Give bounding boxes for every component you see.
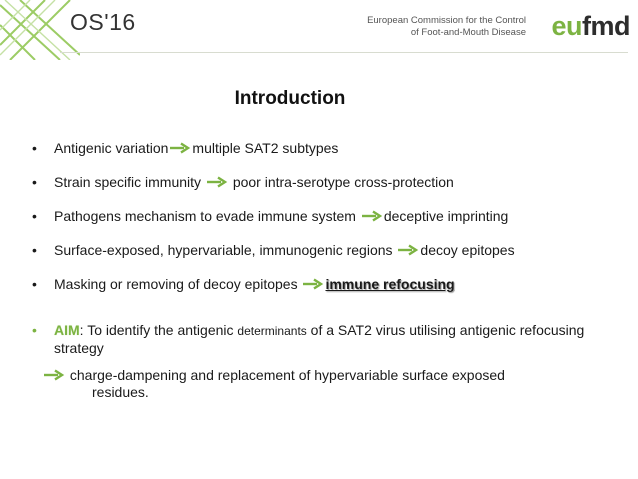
bullet-dot: • [32, 276, 37, 292]
bullet-left-text: Strain specific immunity [54, 174, 202, 190]
bullet-right-text-emphasis: immune refocusing [325, 276, 455, 292]
bullet-left-text: Surface-exposed, hypervariable, immunogenic regions [54, 242, 393, 258]
aim-sub-line2: residues. [92, 384, 149, 400]
right-arrow-icon [206, 176, 228, 188]
aim-sub-point [42, 367, 607, 401]
aim-bullet-dot: • [32, 322, 37, 338]
bullet-right-text: deceptive imprinting [383, 208, 509, 224]
right-arrow-icon [302, 278, 324, 290]
right-arrow-icon [361, 210, 383, 222]
decorative-corner-pattern [0, 0, 80, 60]
eufmd-logo-part1: eu [551, 11, 582, 41]
right-arrow-icon [43, 369, 65, 381]
right-arrow-icon [169, 142, 191, 154]
organization-name-line1: European Commission for the Control [367, 15, 526, 26]
bullet-right-text: poor intra-serotype cross-protection [232, 174, 454, 190]
bullet-left-text: Pathogens mechanism to evade immune system [54, 208, 356, 224]
bullet-item [32, 208, 622, 242]
conference-logo: OS'16 [70, 9, 136, 35]
aim-label: AIM [54, 322, 80, 338]
bullet-dot: • [32, 140, 37, 156]
aim-text-b: of a SAT2 virus utilising antigenic refocusing strategy [54, 322, 585, 356]
bullet-item [32, 140, 622, 174]
bullet-left-text: Masking or removing of decoy epitopes [54, 276, 298, 292]
bullet-list [32, 140, 622, 310]
slide-title: Introduction [234, 88, 346, 109]
bullet-dot: • [32, 242, 37, 258]
header-divider [60, 52, 628, 53]
aim-section [32, 322, 607, 401]
organization-name [367, 15, 526, 39]
bullet-item [32, 242, 622, 276]
eufmd-logo [551, 11, 630, 42]
bullet-item [32, 174, 622, 208]
aim-text-a: : To identify the antigenic [79, 322, 234, 338]
bullet-right-text: multiple SAT2 subtypes [192, 140, 339, 156]
aim-statement [32, 322, 607, 357]
bullet-left-text: Antigenic variation [54, 140, 169, 156]
bullet-right-text: decoy epitopes [420, 242, 515, 258]
bullet-dot: • [32, 174, 37, 190]
aim-text-small: determinants [237, 324, 307, 338]
right-arrow-icon [397, 244, 419, 256]
aim-sub-line1: charge-dampening and replacement of hypervariable surface exposed [69, 367, 505, 383]
eufmd-logo-part2: fmd [582, 11, 630, 41]
bullet-dot: • [32, 208, 37, 224]
organization-name-line2: of Foot-and-Mouth Disease [410, 27, 526, 38]
bullet-item [32, 276, 622, 310]
